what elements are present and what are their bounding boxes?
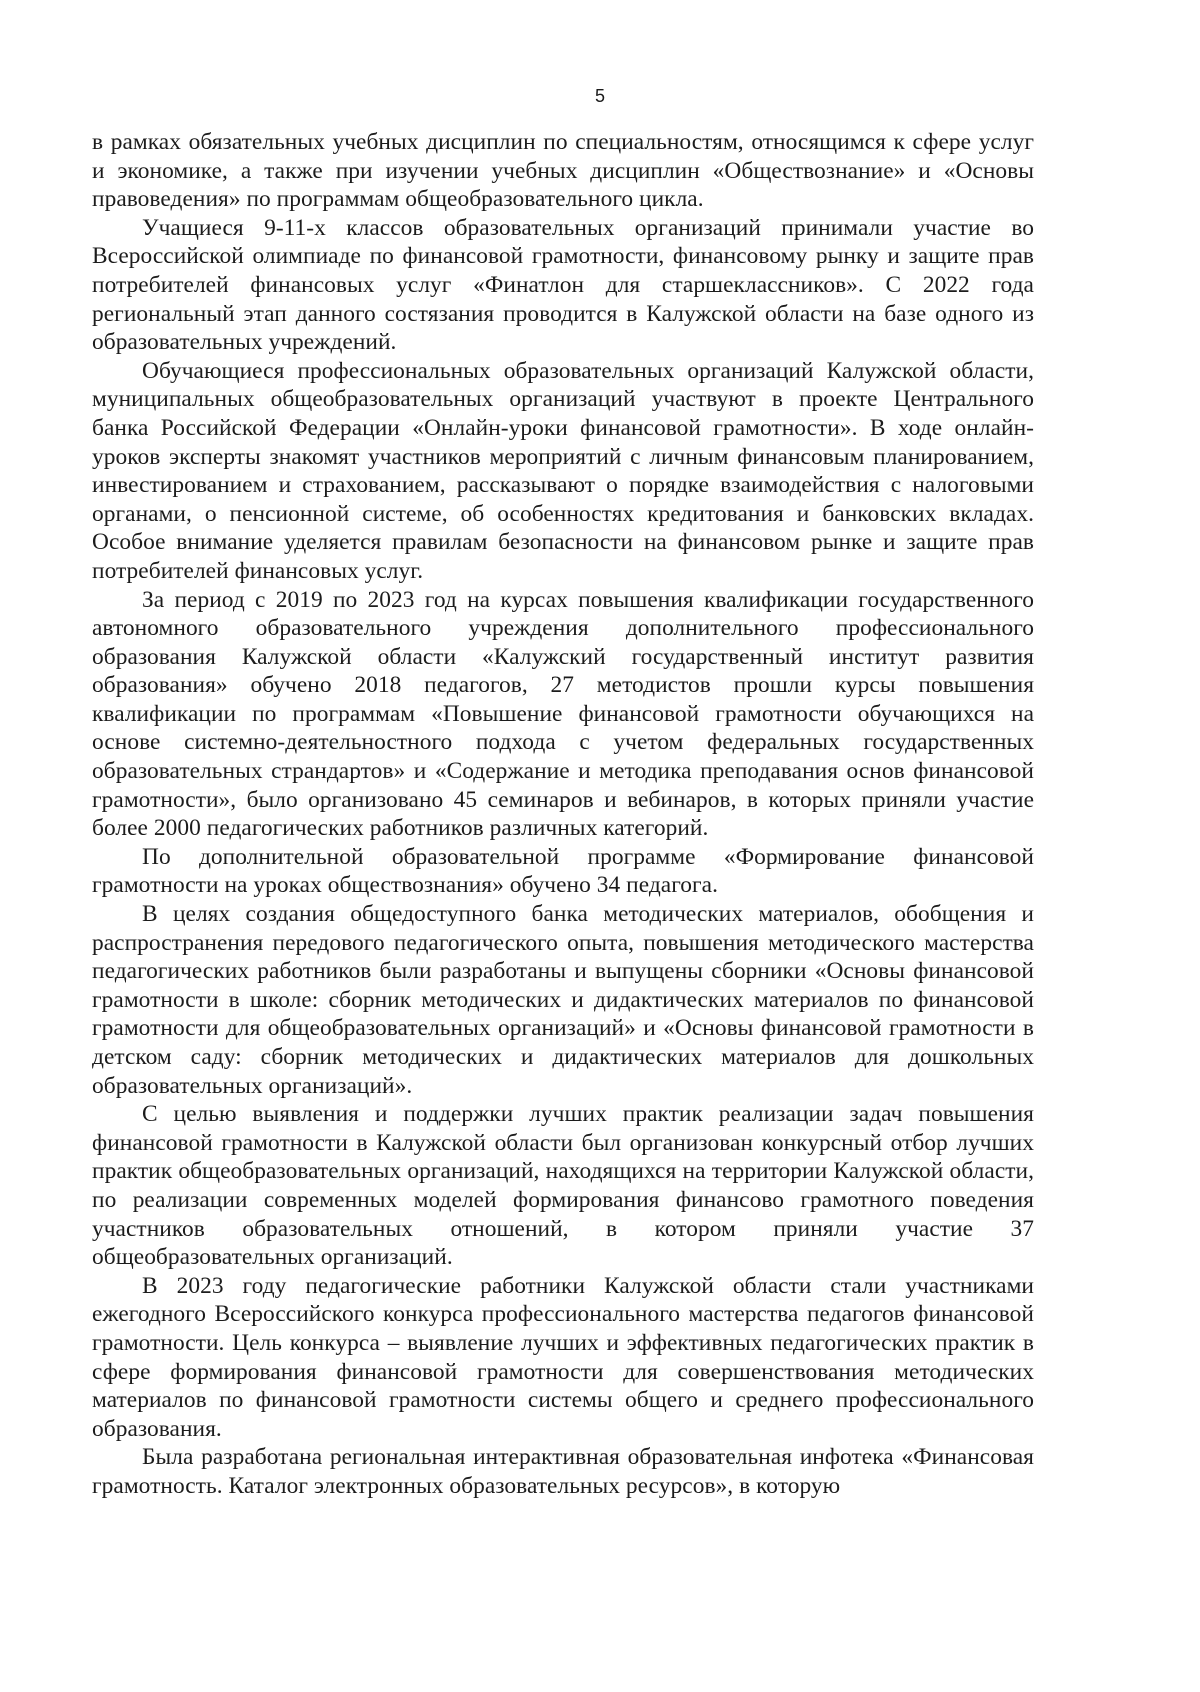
paragraph-teachers-contest: В 2023 году педагогические работники Калужской области стали участниками ежегодного Всероссийского конкурса профессионального мастерства педагогов финансовой грамотности. Цель конкурса – выявление лучших и эффективных педагогических практик в сфере формирования финансовой грамотности для совершенствования методических материалов по финансовой грамотности системы общего и среднего профессионального образования. <box>92 1272 1034 1442</box>
page-number: 5 <box>594 86 605 106</box>
paragraph-online-lessons: Обучающиеся профессиональных образовательных организаций Калужской области, муниципальных общеобразовательных организаций участвуют в проекте Центрального банка Российской Федерации «Онлайн-уроки финансовой грамотности». В ходе онлайн-уроков эксперты знакомят участников мероприятий с личным финансовым планированием, инвестированием и страхованием, рассказывают о порядке взаимодействия с налоговыми органами, о пенсионной системе, об особенностях кредитования и банковских вкладах. Особое внимание уделяется правилам безопасности на финансовом рынке и защите прав потребителей финансовых услуг. <box>92 357 1034 584</box>
paragraph-best-practices-contest: С целью выявления и поддержки лучших практик реализации задач повышения финансовой грамотности в Калужской области был организован конкурсный отбор лучших практик общеобразовательных организаций, находящихся на территории Калужской области, по реализации современных моделей формирования финансово грамотного поведения участников образовательных отношений, в котором приняли участие 37 общеобразовательных организаций. <box>92 1101 1034 1271</box>
paragraph-methodical-collections: В целях создания общедоступного банка методических материалов, обобщения и распространения передового педагогического опыта, повышения методического мастерства педагогических работников были разработаны и выпущены сборники «Основы финансовой грамотности в школе: сборник методических и дидактических материалов по финансовой грамотности для общеобразовательных организаций» и «Основы финансовой грамотности в детском саду: сборник методических и дидактических материалов для дошкольных образовательных организаций». <box>92 901 1034 1099</box>
paragraph-qualification-courses: За период с 2019 по 2023 год на курсах повышения квалификации государственного автономного образовательного учреждения дополнительного профессионального образования Калужской области «Калужский государственный институт развития образования» обучено 2018 педагогов, 27 методистов прошли курсы повышения квалификации по программам «Повышение финансовой грамотности обучающихся на основе системно-деятельностного подхода с учетом федеральных государственных образовательных страндартов» и «Содержание и методика преподавания основ финансовой грамотности», было организовано 45 семинаров и вебинаров, в которых приняли участие более 2000 педагогических работников различных категорий. <box>92 586 1034 842</box>
paragraph-infoteka: Была разработана региональная интерактивная образовательная инфотека «Финансовая грамотность. Каталог электронных образовательных ресурсов», в которую <box>92 1444 1034 1499</box>
paragraph-additional-program: По дополнительной образовательной программе «Формирование финансовой грамотности на уроках обществознания» обучено 34 педагога. <box>92 843 1034 899</box>
document-body <box>92 128 1034 1501</box>
paragraph-finatlon-olympiad: Учащиеся 9-11-х классов образовательных организаций принимали участие во Всероссийской олимпиаде по финансовой грамотности, финансовому рынку и защите прав потребителей финансовых услуг «Финатлон для старшеклассников». С 2022 года региональный этап данного состязания проводится в Калужской области на базе одного из образовательных учреждений. <box>92 214 1034 356</box>
paragraph-continuation: в рамках обязательных учебных дисциплин по специальностям, относящимся к сфере услуг и экономике, а также при изучении учебных дисциплин «Обществознание» и «Основы правоведения» по программам общеобразовательного цикла. <box>92 129 1034 213</box>
